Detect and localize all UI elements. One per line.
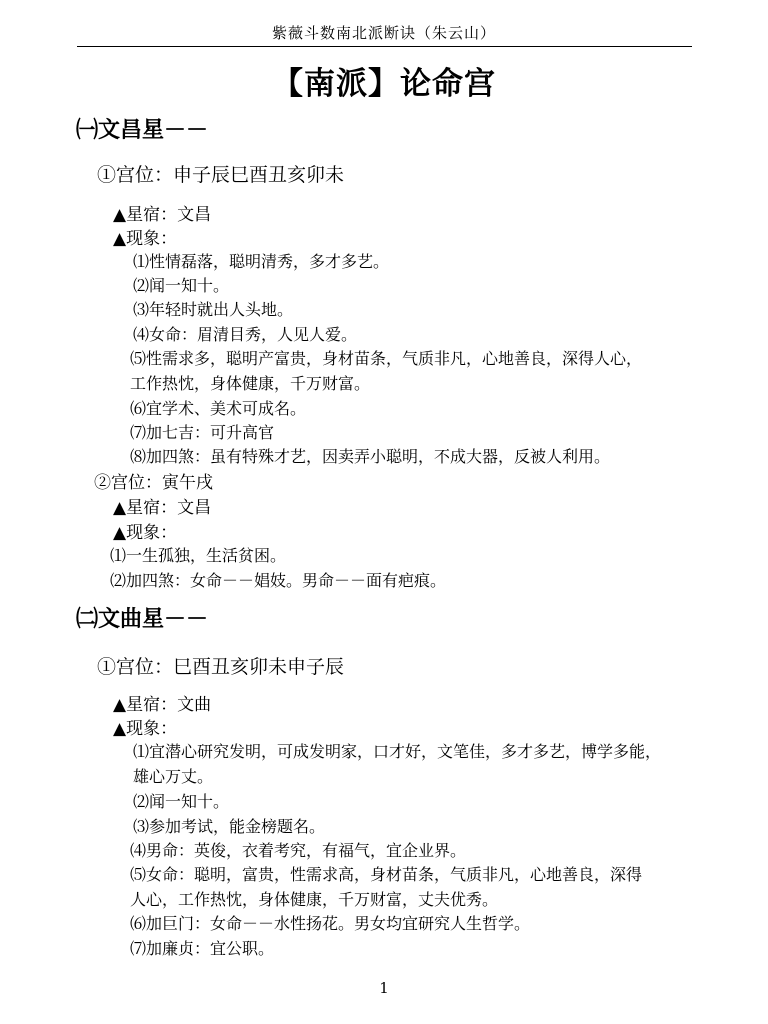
list-item: ⑺加廉贞：宜公职。 <box>130 939 275 958</box>
palace-line: ②宫位：寅午戌 <box>94 473 213 493</box>
list-item: ⑴性情磊落，聪明清秀，多才多艺。 <box>133 252 390 271</box>
list-item: ⑷男命：英俊，衣着考究，有福气，宜企业界。 <box>130 841 467 860</box>
list-item: ⑶参加考试，能金榜题名。 <box>133 817 326 836</box>
list-item: ⑹加巨门：女命－－水性扬花。男女均宜研究人生哲学。 <box>130 914 531 933</box>
star-line: ▲星宿：文昌 <box>113 205 212 225</box>
phenomena-label: ▲现象： <box>113 229 178 249</box>
list-item: ⑷女命：眉清目秀，人见人爱。 <box>133 325 358 344</box>
list-item-continuation: 工作热忱，身体健康，千万财富。 <box>130 374 371 393</box>
header-rule <box>77 46 692 47</box>
palace-line: ①宫位：巳酉丑亥卯未申子辰 <box>97 656 345 678</box>
list-item: ⑵闻一知十。 <box>133 276 230 295</box>
section-heading-wenqu: ㈡文曲星－－ <box>76 606 209 632</box>
list-item: ⑵加四煞：女命－－娼妓。男命－－面有疤痕。 <box>110 571 447 590</box>
page-title: 【南派】论命宫 <box>272 66 496 102</box>
palace-line: ①宫位：申子辰巳酉丑亥卯未 <box>97 164 345 186</box>
star-line: ▲星宿：文昌 <box>113 498 212 518</box>
list-item: ⑸女命：聪明，富贵，性需求高，身材苗条，气质非凡，心地善良，深得 <box>130 865 643 884</box>
list-item: ⑴一生孤独，生活贫困。 <box>110 546 287 565</box>
list-item: ⑴宜潜心研究发明，可成发明家，口才好，文笔佳，多才多艺，博学多能， <box>133 742 662 761</box>
list-item: ⑶年轻时就出人头地。 <box>133 300 294 319</box>
phenomena-label: ▲现象： <box>113 523 178 543</box>
list-item-continuation: 雄心万丈。 <box>133 767 214 786</box>
list-item-continuation: 人心，工作热忱，身体健康，千万财富，丈夫优秀。 <box>130 890 499 909</box>
star-line: ▲星宿：文曲 <box>113 695 212 715</box>
phenomena-label: ▲现象： <box>113 719 178 739</box>
list-item: ⑵闻一知十。 <box>133 792 230 811</box>
section-heading-wenchang: ㈠文昌星－－ <box>76 117 209 143</box>
list-item: ⑸性需求多，聪明产富贵，身材苗条，气质非凡，心地善良，深得人心， <box>130 349 643 368</box>
list-item: ⑹宜学术、美术可成名。 <box>130 399 307 418</box>
running-header: 紫薇斗数南北派断诀（朱云山） <box>271 24 496 42</box>
list-item: ⑺加七吉：可升高官 <box>130 423 275 442</box>
page-number: 1 <box>379 979 389 997</box>
list-item: ⑻加四煞：虽有特殊才艺，因卖弄小聪明，不成大器，反被人利用。 <box>130 447 611 466</box>
